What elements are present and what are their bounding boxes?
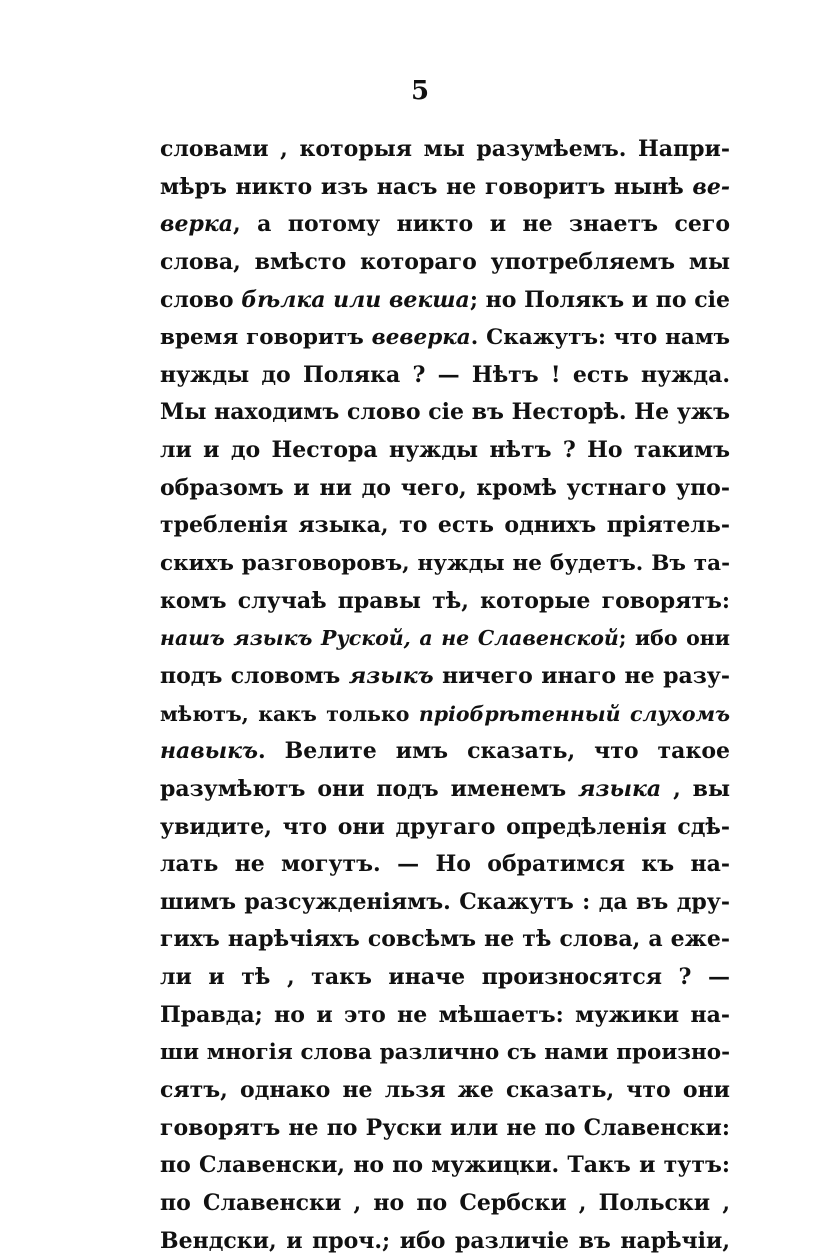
text-line [160,959,730,997]
text-line [160,206,730,244]
text-line [160,809,730,847]
text-segment: ши многія слова различно съ нами произно- [160,1040,730,1066]
text-segment: Мы находимъ слово сіе въ Несторѣ. Не ужъ [160,399,730,426]
text-segment: увидите, что они другаго опредѣленія сдѣ- [160,813,730,840]
text-line [160,1110,730,1148]
text-segment: ; ибо они [618,626,730,651]
italic-text-segment: языкъ [348,662,434,689]
italic-text-segment: ве- [692,173,730,200]
text-line [160,733,730,771]
text-line [160,1072,730,1110]
text-line [160,1147,730,1185]
text-segment: ли и до Нестора нужды нѣтъ ? Но такимъ [160,437,730,464]
text-segment: требленія языка, то есть однихъ пріятель- [160,512,730,539]
italic-text-segment: пріобрѣтенный слухомъ [418,701,731,726]
text-segment: лать не могутъ. — Но обратимся къ на- [160,851,730,878]
text-line [160,357,730,395]
body-text [160,131,730,1260]
text-segment: слово [160,286,242,313]
text-segment: образомъ и ни до чего, кромѣ устнаго упо- [160,474,730,501]
text-segment: время говоритъ [160,325,372,351]
text-segment: разумѣютъ они подъ именемъ [160,775,579,802]
text-segment: по Славенски, но по мужицки. Такъ и тутъ: [160,1152,730,1179]
text-segment: Правда; но и это не мѣшаетъ: мужики на- [160,1001,730,1028]
text-segment: шимъ разсужденіямъ. Скажутъ : да въ дру- [160,888,730,915]
text-line [160,507,730,545]
text-segment: мѣютъ, какъ только [160,701,419,726]
text-line [160,696,730,734]
text-line [160,131,730,169]
text-line [160,470,730,508]
text-segment: подъ словомъ [160,662,349,689]
text-segment: словами , которыя мы разумѣемъ. Напри- [160,136,730,162]
italic-text-segment: нашъ языкъ Руской, а не Славенской [160,626,619,651]
text-line [160,1034,730,1072]
text-segment: скихъ разговоровъ, нужды не будетъ. Въ та- [160,551,730,577]
text-segment: ничего инаго не разу- [433,662,730,689]
page-number: 5 [410,76,430,106]
italic-text-segment: верка [160,211,233,238]
text-segment: Вендски, и проч.; ибо различіе въ нарѣчіи, [160,1227,730,1254]
italic-text-segment: бѣлка или векша [241,286,470,313]
text-line [160,771,730,809]
text-line [160,997,730,1035]
text-segment: нужды до Поляка ? — Нѣтъ ! есть нужда. [160,361,730,388]
italic-text-segment: навыкъ [160,738,259,765]
text-segment: , вы [661,775,730,802]
text-line [160,432,730,470]
text-segment: по Славенски , но по Сербски , Польски , [160,1189,730,1216]
text-segment: сятъ, однако не льзя же сказать, что они [160,1077,730,1104]
text-segment: . Велите имъ сказать, что такое [258,738,730,765]
text-segment: . Скажутъ: что намъ [470,325,730,351]
text-line [160,583,730,621]
text-segment: мѣръ никто изъ насъ не говоритъ нынѣ [160,173,693,200]
text-line [160,921,730,959]
text-line [160,282,730,320]
text-line [160,846,730,884]
text-segment: ли и тѣ , такъ иначе произносятся ? — [160,964,730,991]
text-line [160,658,730,696]
text-line [160,884,730,922]
text-segment: ; но Полякъ и по сіе [469,286,730,313]
text-line [160,394,730,432]
text-line [160,169,730,207]
text-line [160,1223,730,1260]
italic-text-segment: языка [578,775,662,802]
text-line [160,244,730,282]
text-segment: слова, вмѣсто котораго употребляемъ мы [160,248,730,275]
text-segment: , а потому никто и не знаетъ сего [232,211,730,238]
text-line [160,620,730,658]
text-line [160,545,730,583]
text-segment: гихъ нарѣчіяхъ совсѣмъ не тѣ слова, а ежe- [160,926,730,953]
text-segment: говорятъ не по Руски или не по Славенски: [160,1114,730,1141]
text-line [160,319,730,357]
text-segment: комъ случаѣ правы тѣ, которые говорятъ: [160,587,730,614]
italic-text-segment: веверка [371,325,471,351]
